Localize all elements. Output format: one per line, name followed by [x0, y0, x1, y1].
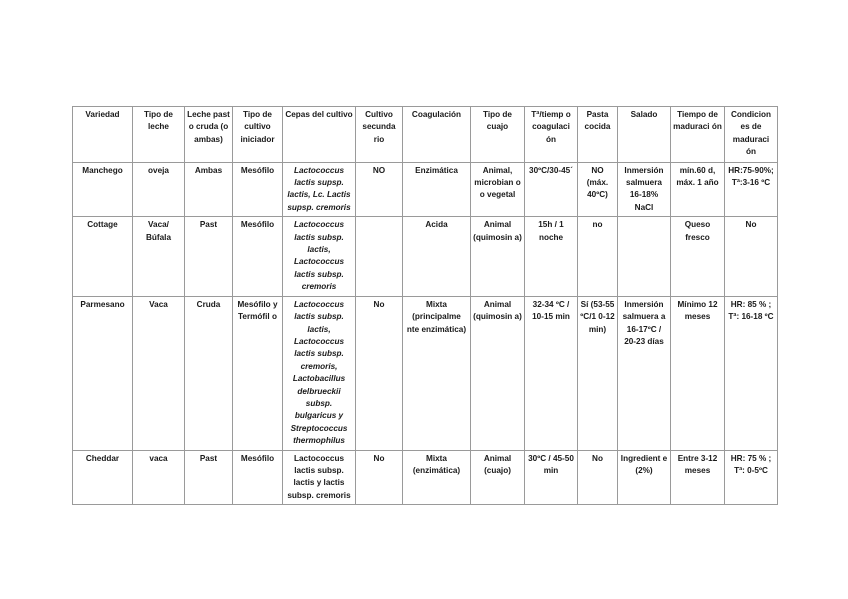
cell-secundario: No	[356, 450, 403, 505]
cell-tiempo: mín.60 d, máx. 1 año	[671, 162, 725, 217]
cell-past: Ambas	[185, 162, 233, 217]
header-cultivo-secundario: Cultivo secunda rio	[356, 107, 403, 163]
cell-coagulacion: Mixta (enzimática)	[403, 450, 471, 505]
header-tipo-leche: Tipo de leche	[133, 107, 185, 163]
table-row	[73, 162, 778, 217]
cell-cocida: NO (máx. 40ºC)	[578, 162, 618, 217]
cell-cocida: no	[578, 217, 618, 296]
cell-temp: 30ºC/30-45´	[525, 162, 578, 217]
header-tipo-cuajo: Tipo de cuajo	[471, 107, 525, 163]
cell-past: Past	[185, 217, 233, 296]
cell-coagulacion: Enzimática	[403, 162, 471, 217]
cell-variedad: Parmesano	[73, 296, 133, 450]
cell-condiciones: HR: 85 % ; Tª: 16-18 ºC	[725, 296, 778, 450]
cell-cepas: Lactococcus lactis subsp. lactis, Lactococcus lactis subsp. cremoris	[283, 217, 356, 296]
cell-variedad: Manchego	[73, 162, 133, 217]
cell-cocida: Sí (53-55 ºC/1 0-12 min)	[578, 296, 618, 450]
cell-leche: Vaca/ Búfala	[133, 217, 185, 296]
header-pasta-cocida: Pasta cocida	[578, 107, 618, 163]
cell-temp: 30ºC / 45-50 min	[525, 450, 578, 505]
cell-secundario: No	[356, 296, 403, 450]
header-variedad: Variedad	[73, 107, 133, 163]
cell-coagulacion: Mixta (principalme nte enzimática)	[403, 296, 471, 450]
cell-cuajo: Animal (quimosin a)	[471, 296, 525, 450]
header-cepas: Cepas del cultivo	[283, 107, 356, 163]
cell-temp: 32-34 ºC / 10-15 min	[525, 296, 578, 450]
cell-condiciones: HR:75-90%; Tª:3-16 ºC	[725, 162, 778, 217]
cell-cepas: Lactococcus lactis subsp. lactis y lactis subsp. cremoris	[283, 450, 356, 505]
cell-tiempo: Mínimo 12 meses	[671, 296, 725, 450]
cell-tiempo: Entre 3-12 meses	[671, 450, 725, 505]
cell-cepas: Lactococcus lactis subsp. lactis, Lactococcus lactis subsp. cremoris, Lactobacillus delbrueckii subsp. bulgaricus y Streptococcus thermophilus	[283, 296, 356, 450]
cell-tiempo: Queso fresco	[671, 217, 725, 296]
header-tipo-cultivo: Tipo de cultivo iniciador	[233, 107, 283, 163]
cell-iniciador: Mesófilo	[233, 162, 283, 217]
header-coagulacion: Coagulación	[403, 107, 471, 163]
cell-leche: vaca	[133, 450, 185, 505]
header-condiciones: Condicion es de maduraci ón	[725, 107, 778, 163]
cell-condiciones: HR: 75 % ; Tª: 0-5ºC	[725, 450, 778, 505]
cell-cuajo: Animal (quimosin a)	[471, 217, 525, 296]
header-row	[73, 107, 778, 163]
cell-secundario: NO	[356, 162, 403, 217]
cell-leche: Vaca	[133, 296, 185, 450]
cell-salado: Inmersión salmuera 16-18% NaCl	[618, 162, 671, 217]
cheese-table	[72, 106, 778, 505]
cell-variedad: Cottage	[73, 217, 133, 296]
header-salado: Salado	[618, 107, 671, 163]
cell-temp: 15h / 1 noche	[525, 217, 578, 296]
table-row	[73, 450, 778, 505]
cell-coagulacion: Acida	[403, 217, 471, 296]
header-tiempo-maduracion: Tiempo de maduraci ón	[671, 107, 725, 163]
cell-past: Past	[185, 450, 233, 505]
table-row	[73, 217, 778, 296]
cell-condiciones: No	[725, 217, 778, 296]
cell-salado	[618, 217, 671, 296]
cell-variedad: Cheddar	[73, 450, 133, 505]
cell-leche: oveja	[133, 162, 185, 217]
cell-cepas: Lactococcus lactis supsp. lactis, Lc. Lactis supsp. cremoris	[283, 162, 356, 217]
cell-iniciador: Mesófilo	[233, 217, 283, 296]
cell-cuajo: Animal (cuajo)	[471, 450, 525, 505]
cell-salado: Ingredient e (2%)	[618, 450, 671, 505]
table-row	[73, 296, 778, 450]
cell-cuajo: Animal, microbian o o vegetal	[471, 162, 525, 217]
cell-cocida: No	[578, 450, 618, 505]
header-temp-tiempo: Tª/tiemp o coagulaci ón	[525, 107, 578, 163]
header-leche-past: Leche past o cruda (o ambas)	[185, 107, 233, 163]
cell-salado: Inmersión salmuera a 16-17ºC / 20-23 días	[618, 296, 671, 450]
cell-iniciador: Mesófilo y Termófil o	[233, 296, 283, 450]
cell-past: Cruda	[185, 296, 233, 450]
cell-secundario	[356, 217, 403, 296]
cell-iniciador: Mesófilo	[233, 450, 283, 505]
